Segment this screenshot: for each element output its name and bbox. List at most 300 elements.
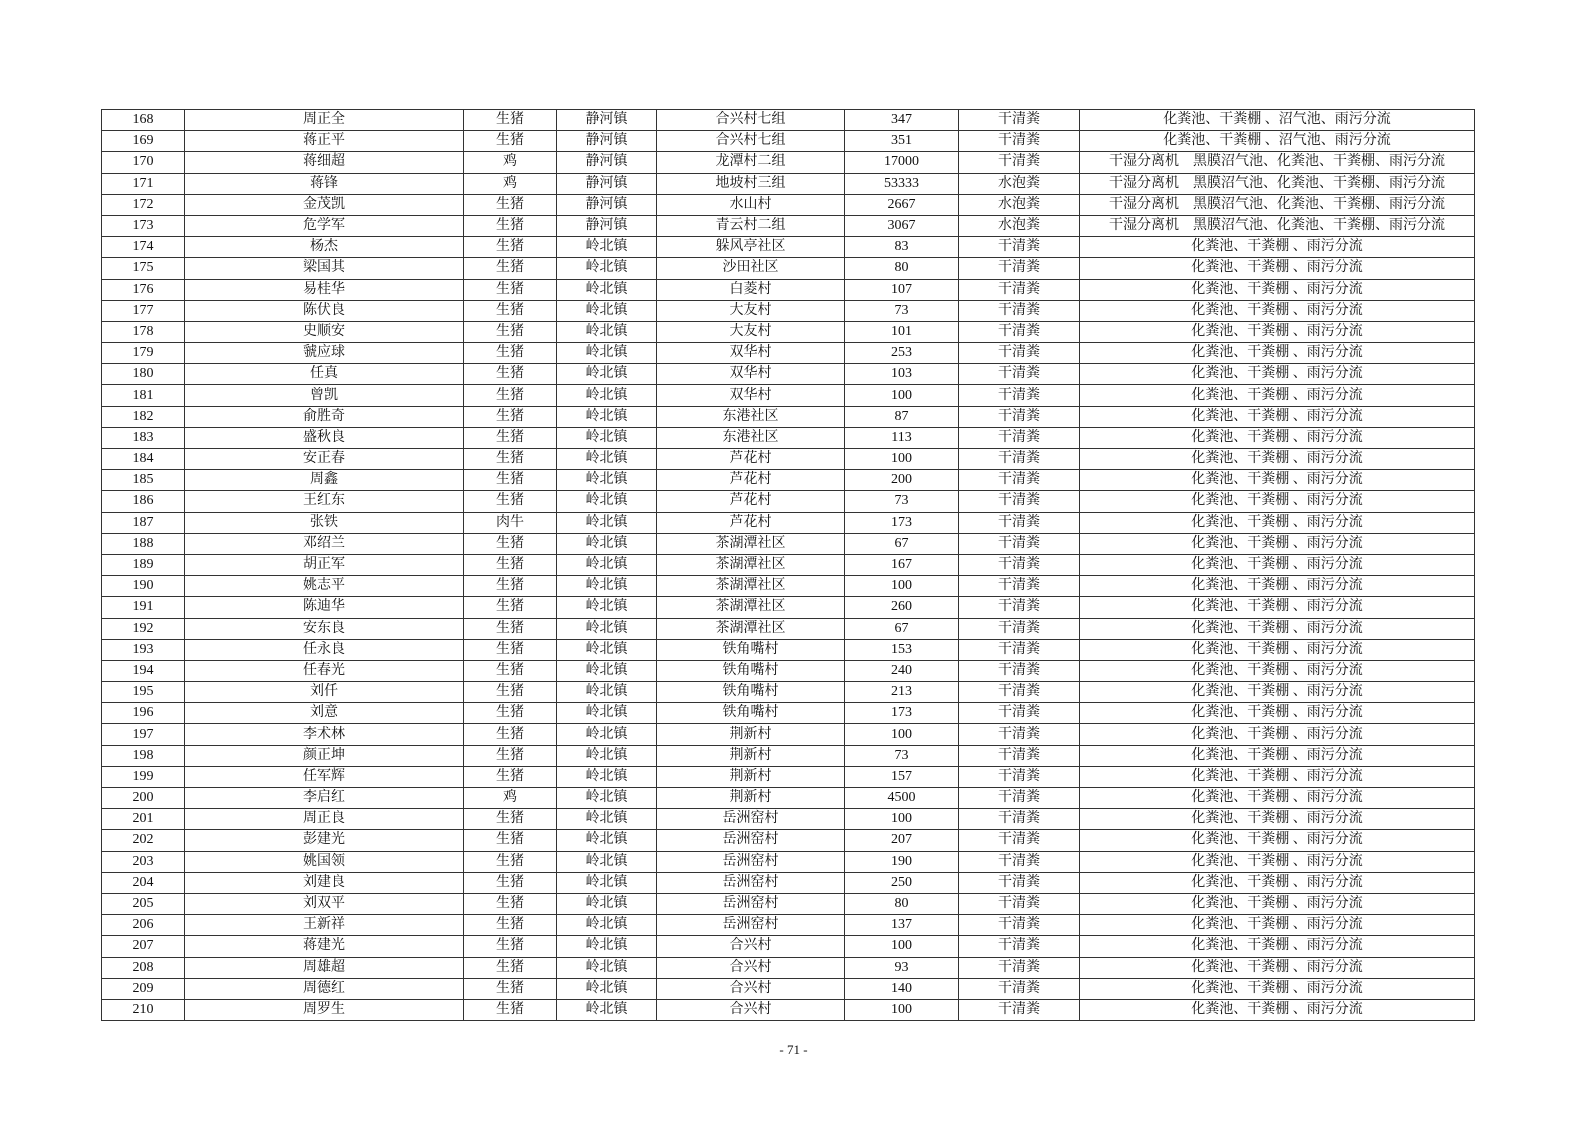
farmer-name-cell: 陈迪华 [185, 597, 464, 618]
row-number-cell: 176 [102, 279, 185, 300]
town-cell: 静河镇 [557, 194, 657, 215]
table-row [102, 639, 1475, 660]
head-count-cell: 101 [845, 321, 959, 342]
head-count-cell: 250 [845, 872, 959, 893]
farmer-name-cell: 刘意 [185, 703, 464, 724]
village-cell: 茶湖潭社区 [657, 618, 845, 639]
village-cell: 芦花村 [657, 470, 845, 491]
farmer-name-cell: 邓绍兰 [185, 533, 464, 554]
farmer-name-cell: 蒋锋 [185, 173, 464, 194]
row-number-cell: 192 [102, 618, 185, 639]
village-cell: 双华村 [657, 385, 845, 406]
row-number-cell: 200 [102, 788, 185, 809]
facility-cell: 化粪池、干粪棚 、雨污分流 [1080, 597, 1475, 618]
facility-cell: 化粪池、干粪棚 、雨污分流 [1080, 682, 1475, 703]
village-cell: 水山村 [657, 194, 845, 215]
farmer-name-cell: 张铁 [185, 512, 464, 533]
facility-cell: 化粪池、干粪棚 、雨污分流 [1080, 406, 1475, 427]
manure-method-cell: 干清粪 [959, 576, 1080, 597]
head-count-cell: 140 [845, 978, 959, 999]
row-number-cell: 199 [102, 766, 185, 787]
town-cell: 岭北镇 [557, 766, 657, 787]
table-row [102, 830, 1475, 851]
livestock-type-cell: 生猪 [464, 554, 557, 575]
head-count-cell: 240 [845, 660, 959, 681]
manure-method-cell: 干清粪 [959, 766, 1080, 787]
village-cell: 铁角嘴村 [657, 660, 845, 681]
row-number-cell: 202 [102, 830, 185, 851]
village-cell: 铁角嘴村 [657, 703, 845, 724]
table-body [102, 110, 1475, 1021]
facility-cell: 化粪池、干粪棚 、雨污分流 [1080, 385, 1475, 406]
manure-method-cell: 干清粪 [959, 110, 1080, 131]
livestock-type-cell: 肉牛 [464, 512, 557, 533]
facility-cell: 化粪池、干粪棚 、雨污分流 [1080, 724, 1475, 745]
row-number-cell: 189 [102, 554, 185, 575]
row-number-cell: 178 [102, 321, 185, 342]
table-row [102, 152, 1475, 173]
table-row [102, 131, 1475, 152]
village-cell: 茶湖潭社区 [657, 576, 845, 597]
table-row [102, 300, 1475, 321]
facility-cell: 化粪池、干粪棚 、雨污分流 [1080, 576, 1475, 597]
row-number-cell: 181 [102, 385, 185, 406]
table-row [102, 703, 1475, 724]
table-row [102, 470, 1475, 491]
town-cell: 岭北镇 [557, 618, 657, 639]
livestock-type-cell: 生猪 [464, 682, 557, 703]
row-number-cell: 205 [102, 893, 185, 914]
town-cell: 岭北镇 [557, 427, 657, 448]
manure-method-cell: 干清粪 [959, 300, 1080, 321]
facility-cell: 化粪池、干粪棚 、雨污分流 [1080, 512, 1475, 533]
livestock-type-cell: 生猪 [464, 491, 557, 512]
farmer-name-cell: 虢应球 [185, 343, 464, 364]
town-cell: 岭北镇 [557, 343, 657, 364]
farmer-name-cell: 危学军 [185, 215, 464, 236]
facility-cell: 化粪池、干粪棚 、雨污分流 [1080, 237, 1475, 258]
head-count-cell: 80 [845, 258, 959, 279]
facility-cell: 化粪池、干粪棚 、雨污分流 [1080, 936, 1475, 957]
head-count-cell: 100 [845, 936, 959, 957]
row-number-cell: 203 [102, 851, 185, 872]
head-count-cell: 2667 [845, 194, 959, 215]
farmer-name-cell: 彭建光 [185, 830, 464, 851]
livestock-type-cell: 生猪 [464, 639, 557, 660]
table-row [102, 491, 1475, 512]
town-cell: 岭北镇 [557, 279, 657, 300]
facility-cell: 化粪池、干粪棚 、雨污分流 [1080, 470, 1475, 491]
livestock-type-cell: 生猪 [464, 470, 557, 491]
table-row [102, 576, 1475, 597]
manure-method-cell: 干清粪 [959, 279, 1080, 300]
village-cell: 芦花村 [657, 491, 845, 512]
town-cell: 岭北镇 [557, 745, 657, 766]
manure-method-cell: 干清粪 [959, 258, 1080, 279]
table-row [102, 406, 1475, 427]
facility-cell: 化粪池、干粪棚 、雨污分流 [1080, 639, 1475, 660]
facility-cell: 化粪池、干粪棚 、雨污分流 [1080, 766, 1475, 787]
row-number-cell: 172 [102, 194, 185, 215]
head-count-cell: 80 [845, 893, 959, 914]
head-count-cell: 167 [845, 554, 959, 575]
village-cell: 岳洲窑村 [657, 872, 845, 893]
facility-cell: 化粪池、干粪棚 、雨污分流 [1080, 893, 1475, 914]
village-cell: 东港社区 [657, 406, 845, 427]
manure-method-cell: 水泡粪 [959, 215, 1080, 236]
head-count-cell: 73 [845, 300, 959, 321]
row-number-cell: 201 [102, 809, 185, 830]
farmer-name-cell: 任真 [185, 364, 464, 385]
village-cell: 茶湖潭社区 [657, 597, 845, 618]
head-count-cell: 213 [845, 682, 959, 703]
village-cell: 岳洲窑村 [657, 915, 845, 936]
livestock-type-cell: 生猪 [464, 915, 557, 936]
row-number-cell: 185 [102, 470, 185, 491]
farmer-name-cell: 任永良 [185, 639, 464, 660]
table-row [102, 449, 1475, 470]
town-cell: 静河镇 [557, 152, 657, 173]
livestock-type-cell: 生猪 [464, 872, 557, 893]
livestock-type-cell: 生猪 [464, 893, 557, 914]
head-count-cell: 153 [845, 639, 959, 660]
table-row [102, 682, 1475, 703]
village-cell: 合兴村七组 [657, 131, 845, 152]
manure-method-cell: 干清粪 [959, 131, 1080, 152]
village-cell: 躲风亭社区 [657, 237, 845, 258]
livestock-type-cell: 生猪 [464, 597, 557, 618]
livestock-type-cell: 生猪 [464, 279, 557, 300]
farmer-name-cell: 周德红 [185, 978, 464, 999]
livestock-type-cell: 生猪 [464, 131, 557, 152]
manure-method-cell: 干清粪 [959, 343, 1080, 364]
row-number-cell: 182 [102, 406, 185, 427]
livestock-type-cell: 生猪 [464, 830, 557, 851]
row-number-cell: 196 [102, 703, 185, 724]
manure-method-cell: 干清粪 [959, 915, 1080, 936]
row-number-cell: 208 [102, 957, 185, 978]
town-cell: 岭北镇 [557, 893, 657, 914]
livestock-type-cell: 生猪 [464, 406, 557, 427]
row-number-cell: 204 [102, 872, 185, 893]
facility-cell: 化粪池、干粪棚 、雨污分流 [1080, 279, 1475, 300]
town-cell: 岭北镇 [557, 491, 657, 512]
village-cell: 合兴村 [657, 978, 845, 999]
manure-method-cell: 干清粪 [959, 385, 1080, 406]
town-cell: 岭北镇 [557, 872, 657, 893]
row-number-cell: 210 [102, 999, 185, 1020]
row-number-cell: 207 [102, 936, 185, 957]
row-number-cell: 173 [102, 215, 185, 236]
manure-method-cell: 干清粪 [959, 872, 1080, 893]
livestock-type-cell: 生猪 [464, 957, 557, 978]
village-cell: 荆新村 [657, 788, 845, 809]
row-number-cell: 171 [102, 173, 185, 194]
row-number-cell: 187 [102, 512, 185, 533]
livestock-type-cell: 鸡 [464, 788, 557, 809]
head-count-cell: 173 [845, 512, 959, 533]
village-cell: 合兴村 [657, 999, 845, 1020]
head-count-cell: 347 [845, 110, 959, 131]
town-cell: 岭北镇 [557, 470, 657, 491]
row-number-cell: 184 [102, 449, 185, 470]
town-cell: 岭北镇 [557, 512, 657, 533]
town-cell: 岭北镇 [557, 576, 657, 597]
manure-method-cell: 干清粪 [959, 893, 1080, 914]
town-cell: 岭北镇 [557, 957, 657, 978]
livestock-type-cell: 生猪 [464, 385, 557, 406]
table-row [102, 554, 1475, 575]
table-row [102, 533, 1475, 554]
head-count-cell: 137 [845, 915, 959, 936]
town-cell: 岭北镇 [557, 258, 657, 279]
manure-method-cell: 干清粪 [959, 554, 1080, 575]
table-row [102, 745, 1475, 766]
row-number-cell: 193 [102, 639, 185, 660]
head-count-cell: 113 [845, 427, 959, 448]
farmer-name-cell: 安东良 [185, 618, 464, 639]
table-row [102, 385, 1475, 406]
manure-method-cell: 干清粪 [959, 830, 1080, 851]
livestock-type-cell: 生猪 [464, 745, 557, 766]
head-count-cell: 190 [845, 851, 959, 872]
facility-cell: 化粪池、干粪棚 、雨污分流 [1080, 660, 1475, 681]
manure-method-cell: 干清粪 [959, 660, 1080, 681]
table-row [102, 978, 1475, 999]
farmer-name-cell: 任春光 [185, 660, 464, 681]
town-cell: 岭北镇 [557, 449, 657, 470]
farmer-name-cell: 胡正军 [185, 554, 464, 575]
livestock-type-cell: 生猪 [464, 724, 557, 745]
head-count-cell: 100 [845, 809, 959, 830]
village-cell: 荆新村 [657, 724, 845, 745]
table-row [102, 766, 1475, 787]
facility-cell: 化粪池、干粪棚 、雨污分流 [1080, 830, 1475, 851]
manure-method-cell: 干清粪 [959, 406, 1080, 427]
facility-cell: 化粪池、干粪棚 、雨污分流 [1080, 554, 1475, 575]
row-number-cell: 179 [102, 343, 185, 364]
manure-method-cell: 干清粪 [959, 491, 1080, 512]
farmer-name-cell: 蒋细超 [185, 152, 464, 173]
table-row [102, 872, 1475, 893]
table-row [102, 258, 1475, 279]
table-row [102, 724, 1475, 745]
farmer-name-cell: 王红东 [185, 491, 464, 512]
livestock-type-cell: 生猪 [464, 809, 557, 830]
farmer-name-cell: 陈伏良 [185, 300, 464, 321]
facility-cell: 化粪池、干粪棚 、雨污分流 [1080, 957, 1475, 978]
head-count-cell: 100 [845, 576, 959, 597]
town-cell: 岭北镇 [557, 639, 657, 660]
farmer-name-cell: 李术林 [185, 724, 464, 745]
head-count-cell: 207 [845, 830, 959, 851]
manure-method-cell: 干清粪 [959, 936, 1080, 957]
village-cell: 合兴村 [657, 957, 845, 978]
manure-method-cell: 干清粪 [959, 364, 1080, 385]
manure-method-cell: 干清粪 [959, 597, 1080, 618]
farmer-name-cell: 安正春 [185, 449, 464, 470]
manure-method-cell: 干清粪 [959, 957, 1080, 978]
farmer-name-cell: 王新祥 [185, 915, 464, 936]
table-row [102, 110, 1475, 131]
head-count-cell: 100 [845, 449, 959, 470]
row-number-cell: 206 [102, 915, 185, 936]
livestock-type-cell: 生猪 [464, 999, 557, 1020]
facility-cell: 化粪池、干粪棚 、雨污分流 [1080, 745, 1475, 766]
village-cell: 地坡村三组 [657, 173, 845, 194]
town-cell: 静河镇 [557, 131, 657, 152]
manure-method-cell: 干清粪 [959, 470, 1080, 491]
manure-method-cell: 水泡粪 [959, 194, 1080, 215]
facility-cell: 化粪池、干粪棚 、雨污分流 [1080, 491, 1475, 512]
town-cell: 静河镇 [557, 110, 657, 131]
row-number-cell: 197 [102, 724, 185, 745]
livestock-type-cell: 生猪 [464, 533, 557, 554]
row-number-cell: 180 [102, 364, 185, 385]
head-count-cell: 107 [845, 279, 959, 300]
row-number-cell: 188 [102, 533, 185, 554]
row-number-cell: 177 [102, 300, 185, 321]
facility-cell: 化粪池、干粪棚 、雨污分流 [1080, 427, 1475, 448]
farmer-name-cell: 俞胜奇 [185, 406, 464, 427]
table-row [102, 788, 1475, 809]
manure-method-cell: 干清粪 [959, 745, 1080, 766]
livestock-type-cell: 生猪 [464, 237, 557, 258]
farmer-name-cell: 刘双平 [185, 893, 464, 914]
farmer-name-cell: 刘建良 [185, 872, 464, 893]
town-cell: 岭北镇 [557, 703, 657, 724]
facility-cell: 化粪池、干粪棚 、雨污分流 [1080, 321, 1475, 342]
facility-cell: 化粪池、干粪棚 、雨污分流 [1080, 978, 1475, 999]
facility-cell: 化粪池、干粪棚 、沼气池、雨污分流 [1080, 110, 1475, 131]
livestock-type-cell: 生猪 [464, 300, 557, 321]
town-cell: 岭北镇 [557, 364, 657, 385]
village-cell: 铁角嘴村 [657, 682, 845, 703]
town-cell: 岭北镇 [557, 321, 657, 342]
facility-cell: 干湿分离机 黑膜沼气池、化粪池、干粪棚、雨污分流 [1080, 173, 1475, 194]
town-cell: 岭北镇 [557, 385, 657, 406]
livestock-type-cell: 生猪 [464, 343, 557, 364]
head-count-cell: 100 [845, 724, 959, 745]
village-cell: 荆新村 [657, 745, 845, 766]
head-count-cell: 73 [845, 745, 959, 766]
livestock-type-cell: 生猪 [464, 936, 557, 957]
farmer-name-cell: 刘仟 [185, 682, 464, 703]
town-cell: 岭北镇 [557, 597, 657, 618]
livestock-type-cell: 生猪 [464, 194, 557, 215]
manure-method-cell: 干清粪 [959, 639, 1080, 660]
head-count-cell: 200 [845, 470, 959, 491]
farmer-name-cell: 梁国其 [185, 258, 464, 279]
village-cell: 东港社区 [657, 427, 845, 448]
head-count-cell: 100 [845, 385, 959, 406]
livestock-farm-table [101, 109, 1475, 1021]
table-row [102, 957, 1475, 978]
facility-cell: 干湿分离机 黑膜沼气池、化粪池、干粪棚、雨污分流 [1080, 215, 1475, 236]
town-cell: 岭北镇 [557, 830, 657, 851]
village-cell: 岳洲窑村 [657, 893, 845, 914]
village-cell: 芦花村 [657, 512, 845, 533]
row-number-cell: 194 [102, 660, 185, 681]
row-number-cell: 175 [102, 258, 185, 279]
farmer-name-cell: 周正全 [185, 110, 464, 131]
table-row [102, 999, 1475, 1020]
facility-cell: 化粪池、干粪棚 、雨污分流 [1080, 703, 1475, 724]
farmer-name-cell: 颜正坤 [185, 745, 464, 766]
manure-method-cell: 干清粪 [959, 999, 1080, 1020]
village-cell: 大友村 [657, 321, 845, 342]
facility-cell: 化粪池、干粪棚 、雨污分流 [1080, 788, 1475, 809]
head-count-cell: 67 [845, 533, 959, 554]
town-cell: 岭北镇 [557, 237, 657, 258]
village-cell: 茶湖潭社区 [657, 554, 845, 575]
table-row [102, 512, 1475, 533]
table-row [102, 660, 1475, 681]
farmer-name-cell: 金茂凯 [185, 194, 464, 215]
village-cell: 荆新村 [657, 766, 845, 787]
row-number-cell: 191 [102, 597, 185, 618]
head-count-cell: 253 [845, 343, 959, 364]
manure-method-cell: 干清粪 [959, 533, 1080, 554]
facility-cell: 干湿分离机 黑膜沼气池、化粪池、干粪棚、雨污分流 [1080, 194, 1475, 215]
farmer-name-cell: 易桂华 [185, 279, 464, 300]
manure-method-cell: 干清粪 [959, 682, 1080, 703]
manure-method-cell: 干清粪 [959, 512, 1080, 533]
town-cell: 岭北镇 [557, 851, 657, 872]
livestock-type-cell: 生猪 [464, 618, 557, 639]
manure-method-cell: 干清粪 [959, 703, 1080, 724]
village-cell: 岳洲窑村 [657, 830, 845, 851]
livestock-type-cell: 生猪 [464, 110, 557, 131]
farmer-name-cell: 曾凯 [185, 385, 464, 406]
farmer-name-cell: 任军辉 [185, 766, 464, 787]
farmer-name-cell: 杨杰 [185, 237, 464, 258]
village-cell: 青云村二组 [657, 215, 845, 236]
row-number-cell: 198 [102, 745, 185, 766]
village-cell: 龙潭村二组 [657, 152, 845, 173]
head-count-cell: 100 [845, 999, 959, 1020]
head-count-cell: 260 [845, 597, 959, 618]
farmer-name-cell: 盛秋良 [185, 427, 464, 448]
head-count-cell: 93 [845, 957, 959, 978]
head-count-cell: 73 [845, 491, 959, 512]
manure-method-cell: 干清粪 [959, 809, 1080, 830]
town-cell: 岭北镇 [557, 788, 657, 809]
town-cell: 岭北镇 [557, 300, 657, 321]
head-count-cell: 83 [845, 237, 959, 258]
village-cell: 白菱村 [657, 279, 845, 300]
livestock-type-cell: 生猪 [464, 851, 557, 872]
head-count-cell: 351 [845, 131, 959, 152]
village-cell: 铁角嘴村 [657, 639, 845, 660]
table-row [102, 427, 1475, 448]
town-cell: 岭北镇 [557, 554, 657, 575]
facility-cell: 化粪池、干粪棚 、雨污分流 [1080, 809, 1475, 830]
facility-cell: 化粪池、干粪棚 、雨污分流 [1080, 258, 1475, 279]
manure-method-cell: 干清粪 [959, 978, 1080, 999]
manure-method-cell: 干清粪 [959, 851, 1080, 872]
head-count-cell: 4500 [845, 788, 959, 809]
livestock-type-cell: 生猪 [464, 321, 557, 342]
farmer-name-cell: 周雄超 [185, 957, 464, 978]
table-row [102, 215, 1475, 236]
town-cell: 岭北镇 [557, 660, 657, 681]
manure-method-cell: 水泡粪 [959, 173, 1080, 194]
page-number: - 71 - [779, 1042, 808, 1057]
town-cell: 岭北镇 [557, 915, 657, 936]
table-row [102, 618, 1475, 639]
row-number-cell: 169 [102, 131, 185, 152]
